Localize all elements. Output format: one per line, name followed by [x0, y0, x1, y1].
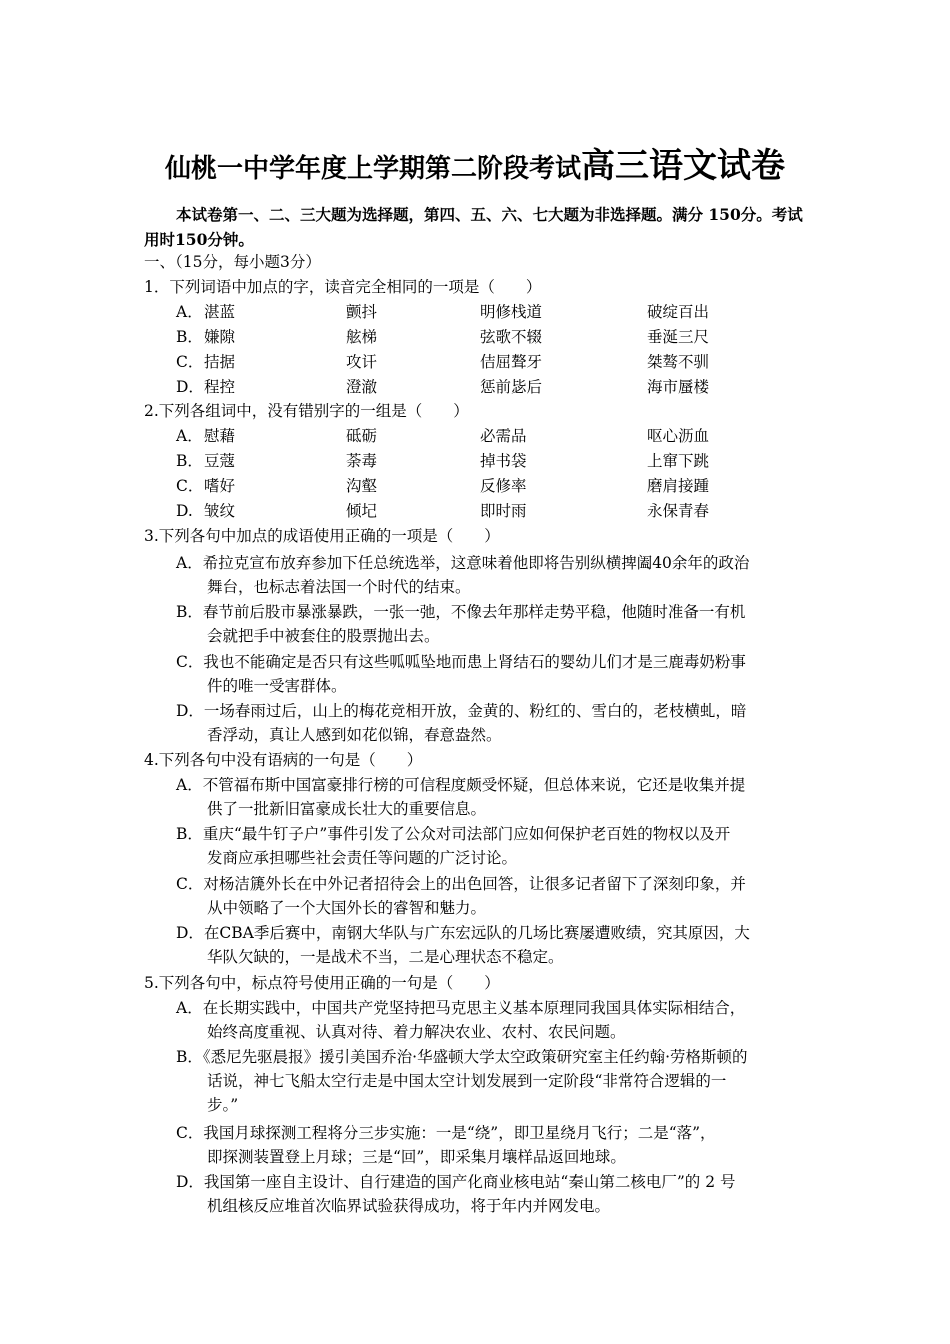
option-word: 惩前毖后 [480, 378, 543, 396]
q3-option-b-line2: 会就把手中被套住的股票抛出去。 [207, 627, 440, 645]
q4-stem: 4.下列各句中没有语病的一句是（ ） [144, 751, 423, 769]
q3-stem: 3.下列各句中加点的成语使用正确的一项是（ ） [144, 527, 500, 545]
option-word: 攻讦 [346, 353, 378, 371]
option-word: 嫌隙 [204, 328, 236, 346]
q4-option-a-line1: A．不管福布斯中国富豪排行榜的可信程度颇受怀疑，但总体来说，它还是收集并提 [176, 776, 746, 794]
q4-option-b-line2: 发商应承担哪些社会责任等问题的广泛讨论。 [207, 849, 518, 867]
option-word: 垂涎三尺 [647, 328, 710, 346]
q3-option-a-line1: A．希拉克宣布放弃参加下任总统选举，这意味着他即将告别纵横捭阖40余年的政治 [176, 554, 750, 572]
option-label: C． [176, 477, 204, 495]
q5-option-a-line2: 始终高度重视、认真对待、着力解决农业、农村、农民问题。 [207, 1023, 626, 1041]
q2-stem: 2.下列各组词中，没有错别字的一组是（ ） [144, 402, 469, 420]
option-label: A． [176, 427, 203, 445]
q5-option-b-line1: B．《悉尼先驱晨报》援引美国乔治·华盛顿大学太空政策研究室主任约翰·劳格斯顿的 [176, 1048, 748, 1066]
option-word: 必需品 [480, 427, 527, 445]
option-label: B． [176, 328, 203, 346]
option-word: 明修栈道 [480, 303, 543, 321]
option-word: 砥砺 [346, 427, 378, 445]
option-word: 佶屈聱牙 [480, 353, 543, 371]
q4-option-d-line2: 华队欠缺的，一是战术不当，二是心理状态不稳定。 [207, 948, 564, 966]
option-word: 皱纹 [204, 502, 236, 520]
q5-option-b-line2: 话说，神七飞船太空行走是中国太空计划发展到一定阶段“非常符合逻辑的一 [207, 1072, 727, 1090]
option-word: 永保青春 [647, 502, 710, 520]
option-word: 程控 [204, 378, 236, 396]
section-heading: 一、（15分，每小题3分） [144, 253, 321, 271]
option-word: 拮据 [204, 353, 236, 371]
q4-option-a-line2: 供了一批新旧富豪成长壮大的重要信息。 [207, 800, 487, 818]
q4-option-c-line1: C．对杨洁篪外长在中外记者招待会上的出色回答，让很多记者留下了深刻印象，并 [176, 875, 746, 893]
option-word: 慰藉 [204, 427, 236, 445]
option-label: B． [176, 452, 203, 470]
option-word: 磨肩接踵 [647, 477, 710, 495]
option-word: 掉书袋 [480, 452, 527, 470]
q3-option-b-line1: B．春节前后股市暴涨暴跌，一张一弛，不像去年那样走势平稳，他随时准备一有机 [176, 603, 746, 621]
page-title [0, 138, 950, 187]
option-word: 颤抖 [346, 303, 378, 321]
option-word: 澄澈 [346, 378, 378, 396]
option-label: A． [176, 303, 203, 321]
option-word: 呕心沥血 [647, 427, 710, 445]
q5-option-a-line1: A．在长期实践中，中国共产党坚持把马克思主义基本原理同我国具体实际相结合， [176, 999, 746, 1017]
q3-option-d-line2: 香浮动，真让人感到如花似锦，春意盎然。 [207, 726, 502, 744]
option-word: 即时雨 [480, 502, 527, 520]
q4-option-d-line1: D．在CBA季后赛中，南钢大华队与广东宏远队的几场比赛屡遭败绩，究其原因，大 [176, 924, 750, 942]
title-part1: 仙桃一中学年度上学期第二阶段考试 [164, 154, 581, 184]
option-word: 上窜下跳 [647, 452, 710, 470]
option-word: 嗜好 [204, 477, 236, 495]
option-word: 桀骜不驯 [647, 353, 710, 371]
exam-instructions: 本试卷第一、二、三大题为选择题，第四、五、六、七大题为非选择题。满分 150分。考试用时150分钟。 [144, 205, 803, 249]
option-word: 舷梯 [346, 328, 378, 346]
q3-option-d-line1: D．一场春雨过后，山上的梅花竞相开放，金黄的、粉红的、雪白的，老枝横虬，暗 [176, 702, 747, 720]
q5-option-b-line3: 步。” [207, 1096, 239, 1114]
q1-stem: 1．下列词语中加点的字，读音完全相同的一项是（ ） [144, 278, 542, 296]
option-label: D. [176, 502, 193, 520]
option-word: 海市蜃楼 [647, 378, 710, 396]
q3-option-c-line2: 件的唯一受害群体。 [207, 677, 347, 695]
option-word: 破绽百出 [647, 303, 710, 321]
q4-option-b-line1: B．重庆“最牛钉子户”事件引发了公众对司法部门应如何保护老百姓的物权以及开 [176, 825, 731, 843]
q5-stem: 5.下列各句中，标点符号使用正确的一句是（ ） [144, 974, 500, 992]
option-word: 湛蓝 [204, 303, 236, 321]
q5-option-d-line2: 机组核反应堆首次临界试验获得成功，将于年内并网发电。 [207, 1197, 611, 1215]
option-word: 沟壑 [346, 477, 378, 495]
option-word: 倾圮 [346, 502, 378, 520]
q5-option-c-line2: 即探测装置登上月球；三是“回”，即采集月壤样品返回地球。 [207, 1148, 626, 1166]
option-label: C． [176, 353, 204, 371]
q4-option-c-line2: 从中领略了一个大国外长的睿智和魅力。 [207, 899, 487, 917]
q5-option-c-line1: C．我国月球探测工程将分三步实施：一是“绕”，即卫星绕月飞行；二是“落”， [176, 1124, 716, 1142]
q3-option-c-line1: C．我也不能确定是否只有这些呱呱坠地而患上肾结石的婴幼儿们才是三鹿毒奶粉事 [176, 653, 746, 671]
title-part2: 高三语文试卷 [581, 146, 785, 186]
option-word: 荼毒 [346, 452, 378, 470]
option-word: 豆蔻 [204, 452, 236, 470]
option-word: 反修率 [480, 477, 527, 495]
q3-option-a-line2: 舞台，也标志着法国一个时代的结束。 [207, 578, 471, 596]
q5-option-d-line1: D．我国第一座自主设计、自行建造的国产化商业核电站“秦山第二核电厂”的 2 号 [176, 1173, 736, 1191]
option-word: 弦歌不辍 [480, 328, 543, 346]
option-label: D． [176, 378, 204, 396]
